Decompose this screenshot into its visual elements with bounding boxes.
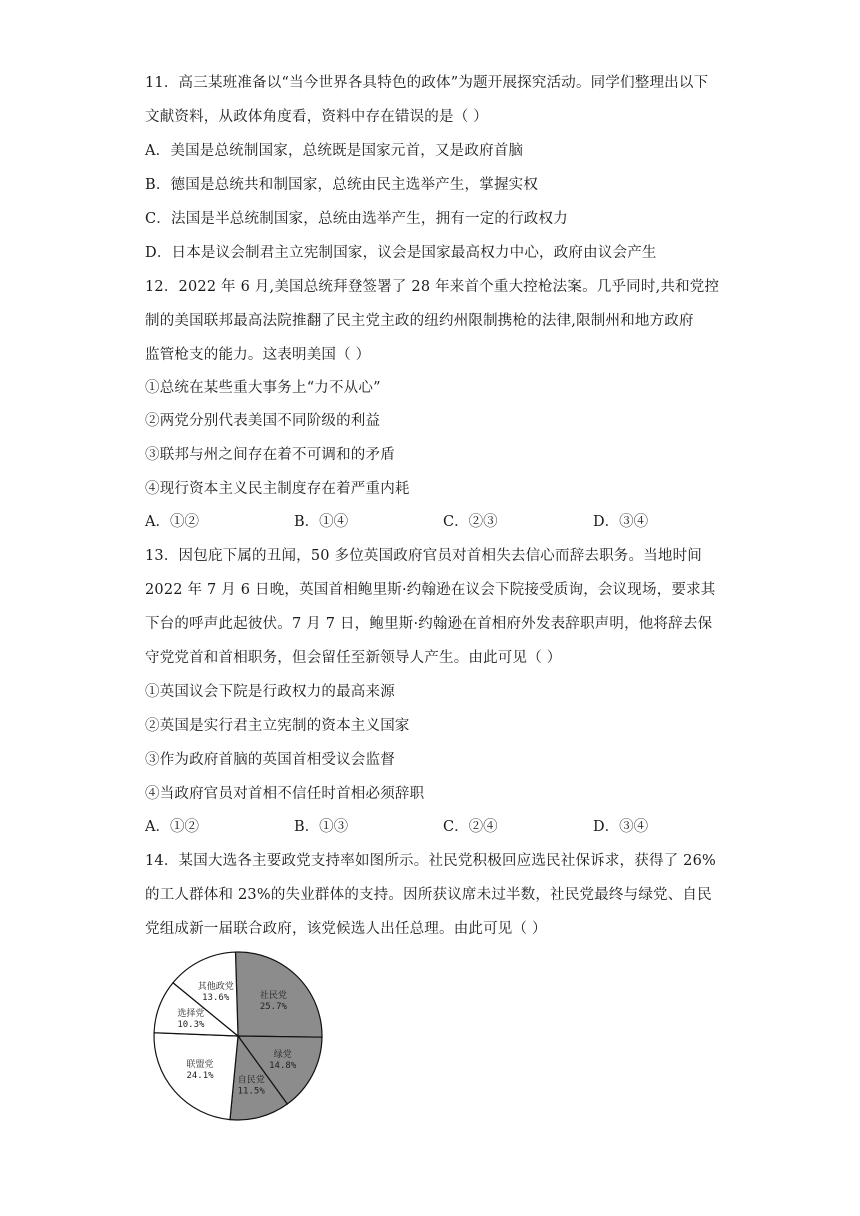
pie-slice-value-0: 25.7% (259, 1002, 287, 1013)
q13-choice-c: C．②④ (443, 819, 498, 835)
pie-slice-name-0: 社民党 (259, 991, 287, 1002)
q11-option-c: C．法国是半总统制国家，总统由选举产生，拥有一定的行政权力 (145, 211, 568, 227)
pie-slice-value-1: 14.8% (269, 1061, 297, 1072)
q14-stem-line-3: 党组成新一届联合政府，该党候选人出任总理。由此可见（ ） (145, 921, 547, 937)
q13-stem-line-3: 下台的呼声此起彼伏。7 月 7 日，鲍里斯·约翰逊在首相府外发表辞职声明，他将辞去保 (145, 616, 713, 632)
q14-stem-line-1: 14．某国大选各主要政党支持率如图所示。社民党积极回应选民社保诉求，获得了 26% (145, 853, 716, 869)
q12-statement-1: ①总统在某些重大事务上“力不从心” (145, 380, 381, 396)
q12-statement-2: ②两党分别代表美国不同阶级的利益 (145, 413, 381, 429)
pie-slice-name-4: 选择党 (177, 1009, 205, 1020)
q13-statement-1: ①英国议会下院是行政权力的最高来源 (145, 684, 395, 700)
pie-slice-name-3: 联盟党 (186, 1060, 214, 1071)
q12-statement-4: ④现行资本主义民主制度存在着严重内耗 (145, 481, 410, 497)
pie-slice-name-1: 绿党 (273, 1050, 292, 1061)
q13-stem-line-2: 2022 年 7 月 6 日晚，英国首相鲍里斯·约翰逊在议会下院接受质询，会议现场，要求其 (145, 582, 716, 598)
pie-slice-name-5: 其他政党 (197, 981, 234, 992)
q13-choice-a: A．①② (145, 819, 199, 835)
pie-slice-value-3: 24.1% (186, 1071, 214, 1082)
q11-option-b: B．德国是总统共和制国家，总统由民主选举产生，掌握实权 (145, 177, 539, 193)
q14-stem-line-2: 的工人群体和 23%的失业群体的支持。因所获议席未过半数，社民党最终与绿党、自民 (145, 887, 712, 903)
q12-statement-3: ③联邦与州之间存在着不可调和的矛盾 (145, 447, 395, 463)
party-support-pie-chart (150, 950, 330, 1130)
q13-choice-b: B．①③ (294, 819, 349, 835)
q12-stem-line-3: 监管枪支的能力。这表明美国（ ） (145, 347, 371, 363)
pie-slice-value-5: 13.6% (202, 992, 230, 1003)
q11-stem-line-2: 文献资料，从政体角度看，资料中存在错误的是（ ） (145, 109, 488, 125)
q12-stem-line-1: 12．2022 年 6 月,美国总统拜登签署了 28 年来首个重大控枪法案。几乎同时,共和党控 (145, 279, 720, 295)
q13-statement-3: ③作为政府首脑的英国首相受议会监督 (145, 752, 395, 768)
q12-stem-line-2: 制的美国联邦最高法院推翻了民主党主政的纽约州限制携枪的法律,限制州和地方政府 (145, 313, 694, 329)
pie-slice-name-2: 自民党 (237, 1075, 265, 1086)
q13-statement-2: ②英国是实行君主立宪制的资本主义国家 (145, 718, 410, 734)
q11-option-d: D．日本是议会制君主立宪制国家，议会是国家最高权力中心，政府由议会产生 (145, 245, 657, 261)
q13-stem-line-4: 守党党首和首相职务，但会留任至新领导人产生。由此可见（ ） (145, 650, 562, 666)
q12-choice-c: C．②③ (443, 514, 498, 530)
q12-choice-d: D．③④ (593, 514, 649, 530)
q13-statement-4: ④当政府官员对首相不信任时首相必须辞职 (145, 786, 425, 802)
q12-choice-a: A．①② (145, 514, 199, 530)
pie-slice-value-2: 11.5% (237, 1086, 265, 1097)
q13-choice-d: D．③④ (593, 819, 649, 835)
q11-option-a: A．美国是总统制国家，总统既是国家元首，又是政府首脑 (145, 143, 524, 159)
pie-slice-value-4: 10.3% (177, 1020, 205, 1031)
q11-stem-line-1: 11．高三某班准备以“当今世界各具特色的政体”为题开展探究活动。同学们整理出以下 (145, 75, 709, 91)
q13-stem-line-1: 13．因包庇下属的丑闻，50 多位英国政府官员对首相失去信心而辞去职务。当地时间 (145, 548, 703, 564)
q12-choice-b: B．①④ (294, 514, 349, 530)
